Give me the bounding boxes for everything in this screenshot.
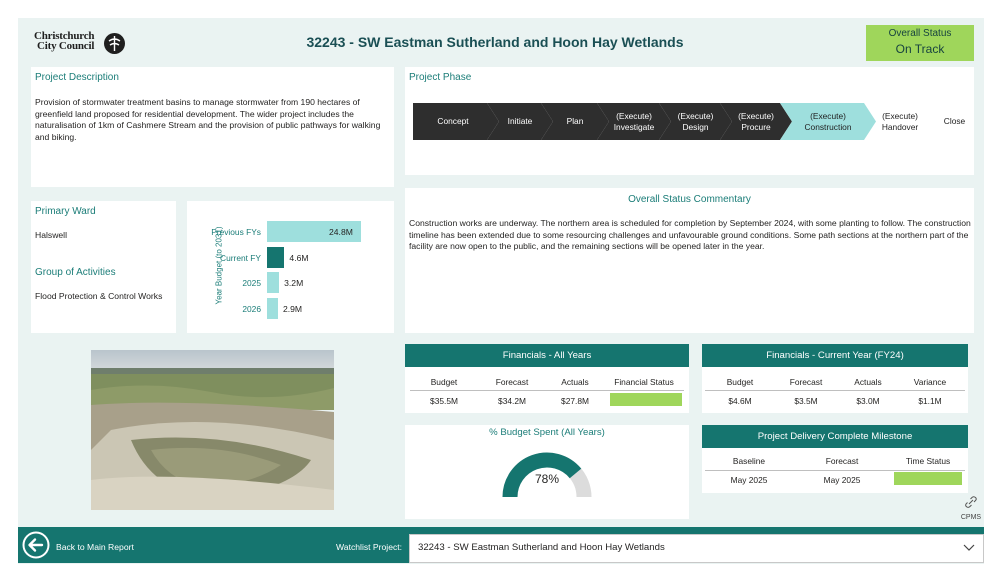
phase-step-label: (Execute) Investigate bbox=[613, 110, 655, 132]
group-of-activities-title: Group of Activities bbox=[35, 267, 116, 278]
milestone-header-forecast: Forecast bbox=[825, 456, 859, 466]
project-description-title: Project Description bbox=[35, 72, 119, 83]
milestone-header-time-status: Time Status bbox=[905, 456, 951, 466]
phase-step-label: (Execute) Procure bbox=[738, 110, 774, 132]
time-status-indicator bbox=[894, 472, 962, 485]
fin-all-header-forecast: Forecast bbox=[495, 377, 529, 387]
financial-status-indicator bbox=[610, 393, 682, 406]
budget-bar-value: 4.6M bbox=[289, 252, 309, 263]
fin-cur-budget-value: $4.6M bbox=[728, 396, 752, 406]
budget-spent-title: % Budget Spent (All Years) bbox=[489, 427, 605, 438]
budget-spent-value: 78% bbox=[534, 472, 560, 486]
budget-bar-category: Current FY bbox=[220, 252, 261, 263]
project-description-text: Provision of stormwater treatment basins to manage stormwater from 190 hectares of greenfield land proposed for residential development. The wider project includes the naturalisation of 1km of Cashmere Stream and the provision of public pathways for walking and biking. bbox=[35, 97, 381, 142]
budget-bar-value: 24.8M bbox=[329, 227, 353, 237]
phase-step-label: (Execute) Construction bbox=[804, 110, 852, 132]
milestone-forecast-value: May 2025 bbox=[823, 475, 861, 485]
budget-bar-category: Previous FYs bbox=[211, 227, 261, 237]
budget-bar bbox=[267, 247, 284, 268]
financials-current-year-title: Financials - Current Year (FY24) bbox=[702, 344, 968, 367]
project-description-panel bbox=[31, 67, 394, 187]
fin-all-forecast-value: $34.2M bbox=[498, 396, 526, 406]
ward-panel bbox=[31, 201, 176, 333]
logo-text-line1: Christchurch bbox=[34, 30, 95, 42]
budget-bar-value: 2.9M bbox=[282, 303, 303, 314]
link-icon bbox=[964, 495, 978, 509]
overall-status-value: On Track bbox=[895, 42, 945, 56]
budget-bar bbox=[267, 298, 278, 319]
status-commentary-title: Overall Status Commentary bbox=[628, 194, 751, 205]
watchlist-project-label: Watchlist Project: bbox=[336, 542, 403, 552]
back-arrow-icon[interactable] bbox=[22, 531, 50, 559]
group-of-activities-value: Flood Protection & Control Works bbox=[35, 291, 163, 301]
fin-cur-header-variance: Variance bbox=[913, 377, 947, 387]
fin-cur-header-budget: Budget bbox=[726, 377, 754, 387]
year-budget-axis-label: Year Budget (to 2031) bbox=[214, 226, 224, 305]
council-logo bbox=[34, 31, 126, 55]
financials-current-year-panel bbox=[702, 344, 968, 413]
milestone-header-baseline: Baseline bbox=[732, 456, 766, 466]
fin-cur-variance-value: $1.1M bbox=[918, 396, 942, 406]
year-budget-chart-panel bbox=[187, 201, 394, 333]
budget-bar-value: 3.2M bbox=[284, 278, 304, 288]
watchlist-project-selected: 32243 - SW Eastman Sutherland and Hoon Hay Wetlands bbox=[418, 542, 665, 553]
phase-step-label: Plan bbox=[566, 116, 584, 126]
cpms-label: CPMS bbox=[960, 514, 982, 521]
fin-cur-header-actuals: Actuals bbox=[854, 377, 882, 387]
project-phase-title: Project Phase bbox=[409, 72, 472, 83]
phase-step-label: (Execute) Handover bbox=[881, 110, 919, 132]
cpms-link[interactable] bbox=[958, 495, 984, 525]
fin-all-header-status: Financial Status bbox=[614, 377, 674, 387]
fin-all-header-actuals: Actuals bbox=[561, 377, 589, 387]
primary-ward-title: Primary Ward bbox=[35, 206, 96, 217]
fin-cur-actuals-value: $3.0M bbox=[856, 396, 880, 406]
delivery-milestone-panel bbox=[702, 425, 968, 493]
phase-step-label: Initiate bbox=[507, 116, 533, 126]
logo-mark-icon bbox=[104, 33, 125, 54]
budget-bar bbox=[267, 272, 279, 293]
primary-ward-value: Halswell bbox=[35, 230, 67, 240]
phase-step-label: Close bbox=[943, 116, 966, 126]
milestone-divider bbox=[705, 470, 965, 471]
milestone-baseline-value: May 2025 bbox=[730, 475, 768, 485]
delivery-milestone-title: Project Delivery Complete Milestone bbox=[702, 425, 968, 448]
overall-status-badge bbox=[866, 25, 974, 61]
budget-bar-category: 2025 bbox=[242, 278, 261, 288]
logo-text-line2: City Council bbox=[37, 40, 95, 52]
financials-all-years-panel bbox=[405, 344, 689, 413]
phase-step-label: (Execute) Design bbox=[677, 110, 714, 132]
fin-cur-forecast-value: $3.5M bbox=[794, 396, 818, 406]
fin-cur-header-forecast: Forecast bbox=[789, 377, 823, 387]
fin-all-budget-value: $35.5M bbox=[430, 396, 458, 406]
fin-cur-divider bbox=[705, 390, 965, 391]
page-title: 32243 - SW Eastman Sutherland and Hoon Hay Wetlands bbox=[306, 34, 684, 50]
site-photo bbox=[91, 350, 334, 510]
phase-step-label: Concept bbox=[437, 116, 469, 126]
phase-stepper bbox=[413, 103, 973, 140]
fin-all-header-budget: Budget bbox=[430, 377, 458, 387]
fin-all-divider bbox=[410, 390, 684, 391]
budget-bar-category: 2026 bbox=[242, 303, 261, 314]
financials-all-years-title: Financials - All Years bbox=[405, 344, 689, 367]
watchlist-project-select[interactable] bbox=[409, 534, 984, 563]
budget-spent-panel bbox=[405, 425, 689, 519]
status-commentary-text: Construction works are underway. The northern area is scheduled for completion by September 2024, with some planting to follow. The construction timeline has been extended due to some resourcing challenges and unfavourable ground conditions. Some path sections at the northern part of the facility are now open to the public, and the remaining sections will be opened later in the year. bbox=[409, 218, 971, 252]
overall-status-label: Overall Status bbox=[888, 28, 952, 39]
fin-all-actuals-value: $27.8M bbox=[561, 396, 589, 406]
status-commentary-panel bbox=[405, 188, 974, 333]
chevron-down-icon bbox=[963, 544, 975, 552]
back-to-main-report-link[interactable]: Back to Main Report bbox=[56, 542, 134, 552]
